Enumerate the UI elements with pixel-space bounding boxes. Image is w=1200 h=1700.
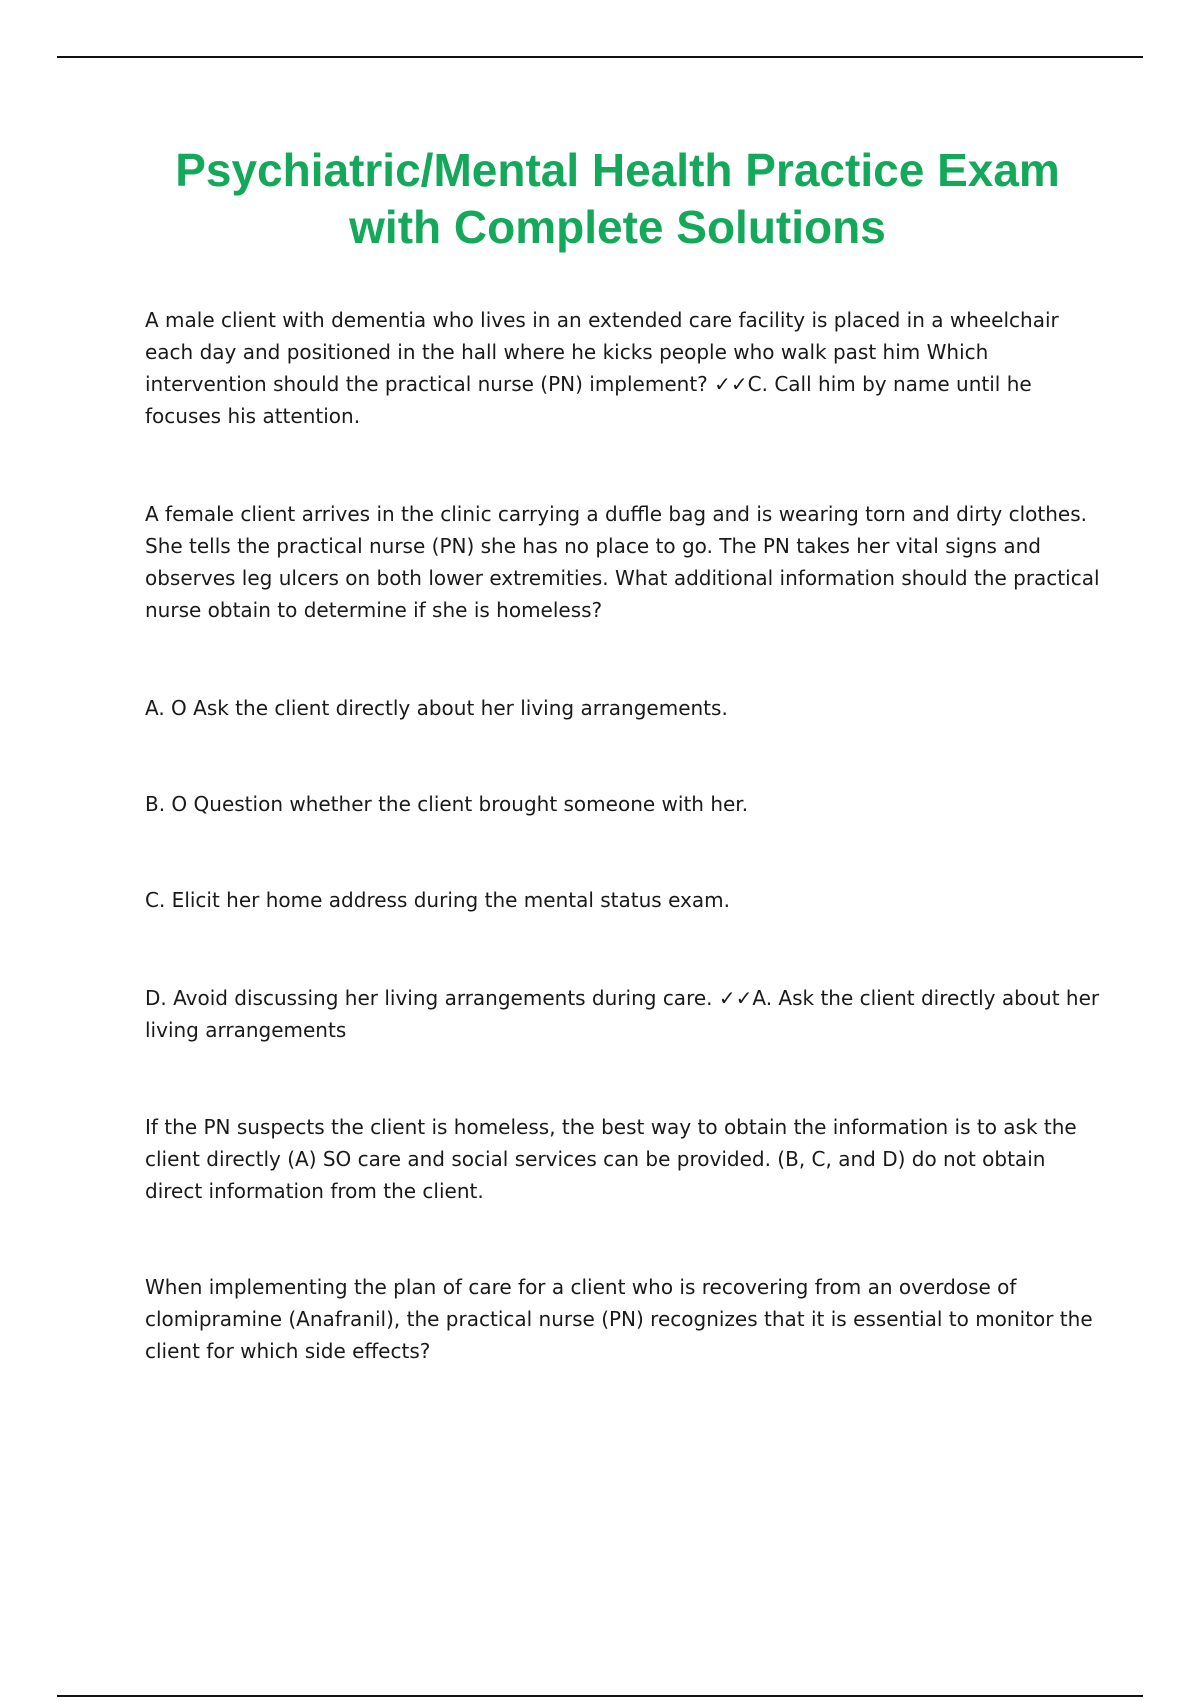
question-2-option-b: B. O Question whether the client brought someone with her. <box>145 792 749 816</box>
title-line-2: with Complete Solutions <box>349 201 886 253</box>
question-2-option-c: C. Elicit her home address during the mental status exam. <box>145 888 730 912</box>
title-line-1: Psychiatric/Mental Health Practice Exam <box>175 144 1060 196</box>
page-top-rule <box>57 56 1143 58</box>
question-1-with-answer: A male client with dementia who lives in an extended care facility is placed in a wheelchair each day and positioned in the hall where he kicks people who walk past him Which intervention should the practical nurse (PN) implement? ✓✓C. Call him by name until he focuses his attention. <box>145 308 1059 428</box>
document-title <box>100 142 1135 256</box>
question-2-option-d-with-answer: D. Avoid discussing her living arrangements during care. ✓✓A. Ask the client directly about her living arrangements <box>145 986 1100 1042</box>
page-bottom-rule <box>57 1695 1143 1697</box>
question-2-rationale: If the PN suspects the client is homeless, the best way to obtain the information is to ask the client directly (A) SO care and social services can be provided. (B, C, and D) do not obtain direct information from the client. <box>145 1115 1077 1203</box>
question-3-stem: When implementing the plan of care for a client who is recovering from an overdose of clomipramine (Anafranil), the practical nurse (PN) recognizes that it is essential to monitor the client for which side effects? <box>145 1275 1093 1363</box>
question-2-option-a: A. O Ask the client directly about her living arrangements. <box>145 696 728 720</box>
question-2-stem: A female client arrives in the clinic carrying a duffle bag and is wearing torn and dirty clothes. She tells the practical nurse (PN) she has no place to go. The PN takes her vital signs and observes leg ulcers on both lower extremities. What additional information should the practical nurse obtain to determine if she is homeless? <box>145 502 1100 622</box>
